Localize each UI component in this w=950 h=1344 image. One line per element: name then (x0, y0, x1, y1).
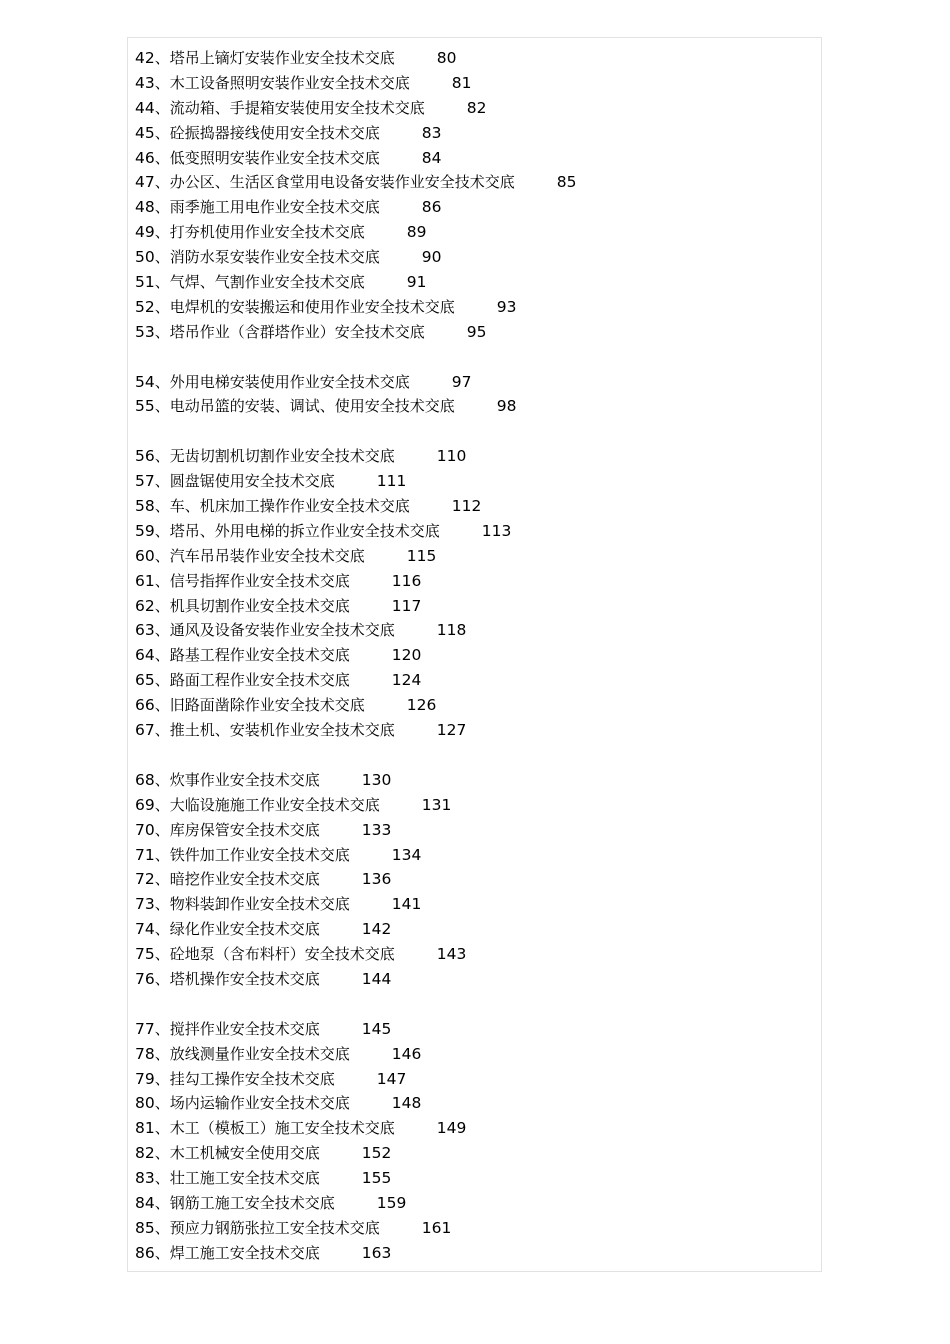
toc-entry[interactable] (135, 1017, 805, 1042)
toc-entry[interactable] (135, 245, 805, 270)
toc-entry-number: 81 (135, 1119, 155, 1138)
toc-entry-number: 48 (135, 198, 155, 217)
toc-entry-number: 85 (135, 1218, 155, 1237)
toc-entry-separator: 、 (154, 521, 170, 540)
toc-entry-title: 挂勾工操作安全技术交底 (169, 1069, 335, 1088)
toc-entry-number: 44 (135, 98, 155, 117)
toc-entry-page-number: 115 (406, 546, 437, 565)
toc-entry-number: 75 (135, 945, 155, 964)
toc-entry-separator: 、 (154, 198, 170, 217)
toc-entry[interactable] (135, 220, 805, 245)
toc-entry[interactable] (135, 594, 805, 619)
toc-entry-title: 低变照明安装作业安全技术交底 (169, 148, 380, 167)
toc-entry-page-number: 95 (466, 322, 487, 341)
toc-entry[interactable] (135, 170, 805, 195)
toc-entry-separator: 、 (154, 1044, 170, 1063)
toc-entry[interactable] (135, 668, 805, 693)
toc-entry-title: 外用电梯安装使用作业安全技术交底 (169, 372, 410, 391)
toc-entry-separator: 、 (154, 248, 170, 267)
toc-entry[interactable] (135, 569, 805, 594)
toc-entry-title: 库房保管安全技术交底 (169, 820, 320, 839)
toc-entry-number: 60 (135, 546, 155, 565)
toc-entry-page-number: 85 (556, 173, 577, 192)
toc-entry[interactable] (135, 1166, 805, 1191)
toc-entry-separator: 、 (154, 696, 170, 715)
toc-entry-page-number: 118 (436, 621, 467, 640)
toc-entry-number: 43 (135, 73, 155, 92)
toc-entry-number: 77 (135, 1019, 155, 1038)
toc-entry[interactable] (135, 618, 805, 643)
toc-entry-title: 物料装卸作业安全技术交底 (169, 895, 350, 914)
toc-entry-title: 塔吊上镝灯安装作业安全技术交底 (169, 49, 395, 67)
toc-entry-title: 砼振捣器接线使用安全技术交底 (169, 123, 380, 142)
toc-entry[interactable] (135, 917, 805, 942)
toc-entry-title: 木工（模板工）施工安全技术交底 (169, 1119, 395, 1138)
toc-entry-page-number: 144 (361, 969, 392, 988)
toc-entry[interactable] (135, 843, 805, 868)
toc-entry-page-number: 143 (436, 945, 467, 964)
table-of-contents (135, 46, 805, 1266)
toc-entry-title: 车、机床加工操作作业安全技术交底 (169, 497, 410, 516)
toc-entry-page-number: 97 (451, 372, 472, 391)
toc-entry-page-number: 131 (421, 795, 452, 814)
toc-entry[interactable] (135, 1067, 805, 1092)
toc-entry-separator: 、 (154, 397, 170, 416)
toc-entry-number: 79 (135, 1069, 155, 1088)
toc-entry-title: 电焊机的安装搬运和使用作业安全技术交底 (169, 297, 455, 316)
toc-entry-separator: 、 (154, 596, 170, 615)
toc-entry-number: 84 (135, 1193, 155, 1212)
toc-entry-page-number: 136 (361, 870, 392, 889)
toc-entry-separator: 、 (154, 969, 170, 988)
toc-entry-number: 76 (135, 969, 155, 988)
toc-entry-separator: 、 (154, 497, 170, 516)
toc-entry-number: 83 (135, 1169, 155, 1188)
toc-entry[interactable] (135, 46, 805, 71)
toc-entry-page-number: 91 (406, 273, 427, 292)
toc-entry[interactable] (135, 270, 805, 295)
toc-entry-title: 无齿切割机切割作业安全技术交底 (169, 447, 395, 466)
toc-entry-number: 50 (135, 248, 155, 267)
toc-entry-page-number: 141 (391, 895, 422, 914)
toc-entry[interactable] (135, 519, 805, 544)
toc-entry-page-number: 155 (361, 1169, 392, 1188)
toc-entry-title: 塔吊作业（含群塔作业）安全技术交底 (169, 322, 425, 341)
toc-entry-number: 74 (135, 920, 155, 939)
toc-entry-page-number: 84 (421, 148, 442, 167)
toc-entry-separator: 、 (154, 1144, 170, 1163)
toc-entry-separator: 、 (154, 621, 170, 640)
toc-entry-separator: 、 (154, 123, 170, 142)
toc-entry-number: 68 (135, 770, 155, 789)
toc-entry-separator: 、 (154, 870, 170, 889)
toc-entry-page-number: 110 (436, 447, 467, 466)
toc-entry-page-number: 161 (421, 1218, 452, 1237)
toc-entry-title: 办公区、生活区食堂用电设备安装作业安全技术交底 (169, 173, 515, 192)
toc-entry-title: 炊事作业安全技术交底 (169, 770, 320, 789)
toc-entry[interactable] (135, 195, 805, 220)
toc-entry-title: 放线测量作业安全技术交底 (169, 1044, 350, 1063)
toc-entry-number: 71 (135, 845, 155, 864)
toc-entry-number: 69 (135, 795, 155, 814)
toc-entry[interactable] (135, 768, 805, 793)
toc-entry-page-number: 116 (391, 571, 422, 590)
toc-entry[interactable] (135, 146, 805, 171)
toc-entry-page-number: 126 (406, 696, 437, 715)
toc-entry[interactable] (135, 967, 805, 992)
toc-entry[interactable] (135, 544, 805, 569)
toc-entry-title: 搅拌作业安全技术交底 (169, 1019, 320, 1038)
toc-entry-separator: 、 (154, 273, 170, 292)
toc-entry-title: 预应力钢筋张拉工安全技术交底 (169, 1218, 380, 1237)
toc-entry-page-number: 124 (391, 671, 422, 690)
toc-entry-page-number: 81 (451, 73, 472, 92)
toc-entry[interactable] (135, 643, 805, 668)
toc-entry-title: 路基工程作业安全技术交底 (169, 646, 350, 665)
toc-entry-separator: 、 (154, 322, 170, 341)
toc-entry-separator: 、 (154, 571, 170, 590)
toc-entry-number: 72 (135, 870, 155, 889)
toc-entry-title: 气焊、气割作业安全技术交底 (169, 273, 365, 292)
toc-entry-number: 62 (135, 596, 155, 615)
toc-entry-title: 推土机、安装机作业安全技术交底 (169, 721, 395, 740)
toc-entry-separator: 、 (154, 73, 170, 92)
toc-entry-title: 旧路面凿除作业安全技术交底 (169, 696, 365, 715)
toc-entry-page-number: 111 (376, 472, 407, 491)
toc-entry-title: 雨季施工用电作业安全技术交底 (169, 198, 380, 217)
toc-entry-number: 61 (135, 571, 155, 590)
toc-entry-page-number: 145 (361, 1019, 392, 1038)
toc-entry-page-number: 117 (391, 596, 422, 615)
toc-entry-page-number: 133 (361, 820, 392, 839)
toc-entry-page-number: 148 (391, 1094, 422, 1113)
toc-entry[interactable] (135, 1191, 805, 1216)
toc-entry-number: 73 (135, 895, 155, 914)
toc-entry-page-number: 130 (361, 770, 392, 789)
toc-entry[interactable] (135, 121, 805, 146)
toc-entry-title: 砼地泵（含布料杆）安全技术交底 (169, 945, 395, 964)
toc-entry-title: 暗挖作业安全技术交底 (169, 870, 320, 889)
toc-entry-page-number: 146 (391, 1044, 422, 1063)
toc-entry-number: 47 (135, 173, 155, 192)
toc-entry-page-number: 93 (496, 297, 517, 316)
toc-entry-page-number: 82 (466, 98, 487, 117)
toc-entry-separator: 、 (154, 1169, 170, 1188)
toc-entry[interactable] (135, 1116, 805, 1141)
toc-entry-page-number: 86 (421, 198, 442, 217)
toc-entry-title: 通风及设备安装作业安全技术交底 (169, 621, 395, 640)
toc-entry-number: 63 (135, 621, 155, 640)
toc-entry-separator: 、 (154, 98, 170, 117)
toc-entry-separator: 、 (154, 1243, 170, 1262)
toc-entry-title: 路面工程作业安全技术交底 (169, 671, 350, 690)
toc-entry[interactable] (135, 793, 805, 818)
toc-entry-separator: 、 (154, 148, 170, 167)
toc-entry-page-number: 98 (496, 397, 517, 416)
toc-entry-number: 82 (135, 1144, 155, 1163)
toc-spacer (135, 743, 805, 768)
toc-entry[interactable] (135, 1216, 805, 1241)
toc-spacer (135, 992, 805, 1017)
toc-entry[interactable] (135, 469, 805, 494)
toc-entry-title: 电动吊篮的安装、调试、使用安全技术交底 (169, 397, 455, 416)
toc-entry-number: 56 (135, 447, 155, 466)
toc-entry-number: 55 (135, 397, 155, 416)
toc-entry-number: 66 (135, 696, 155, 715)
toc-spacer (135, 419, 805, 444)
toc-entry-separator: 、 (154, 845, 170, 864)
toc-entry-page-number: 120 (391, 646, 422, 665)
toc-entry[interactable] (135, 693, 805, 718)
toc-entry[interactable] (135, 494, 805, 519)
toc-entry-number: 54 (135, 372, 155, 391)
toc-entry-separator: 、 (154, 1094, 170, 1113)
toc-entry-number: 46 (135, 148, 155, 167)
toc-entry-separator: 、 (154, 1218, 170, 1237)
toc-entry-number: 57 (135, 472, 155, 491)
toc-entry-number: 70 (135, 820, 155, 839)
toc-entry-page-number: 83 (421, 123, 442, 142)
toc-entry-separator: 、 (154, 721, 170, 740)
toc-entry-title: 场内运输作业安全技术交底 (169, 1094, 350, 1113)
toc-entry-number: 53 (135, 322, 155, 341)
toc-entry-number: 59 (135, 521, 155, 540)
toc-entry[interactable] (135, 394, 805, 419)
toc-entry-title: 塔机操作安全技术交底 (169, 969, 320, 988)
toc-entry-number: 49 (135, 223, 155, 242)
toc-entry[interactable] (135, 370, 805, 395)
toc-entry-title: 流动箱、手提箱安装使用安全技术交底 (169, 98, 425, 117)
toc-entry-page-number: 112 (451, 497, 482, 516)
toc-entry-title: 信号指挥作业安全技术交底 (169, 571, 350, 590)
toc-entry-separator: 、 (154, 297, 170, 316)
toc-entry[interactable] (135, 1241, 805, 1266)
toc-entry[interactable] (135, 718, 805, 743)
toc-entry-page-number: 80 (436, 49, 457, 67)
toc-entry-page-number: 89 (406, 223, 427, 242)
toc-spacer (135, 345, 805, 370)
toc-entry[interactable] (135, 96, 805, 121)
toc-entry-separator: 、 (154, 372, 170, 391)
toc-entry-page-number: 134 (391, 845, 422, 864)
toc-entry-title: 塔吊、外用电梯的拆立作业安全技术交底 (169, 521, 440, 540)
toc-entry-number: 58 (135, 497, 155, 516)
toc-entry-separator: 、 (154, 223, 170, 242)
toc-entry-number: 52 (135, 297, 155, 316)
toc-entry-title: 铁件加工作业安全技术交底 (169, 845, 350, 864)
toc-entry[interactable] (135, 892, 805, 917)
toc-entry-page-number: 113 (481, 521, 512, 540)
toc-entry-title: 打夯机使用作业安全技术交底 (169, 223, 365, 242)
toc-entry-separator: 、 (154, 671, 170, 690)
toc-entry-title: 木工设备照明安装作业安全技术交底 (169, 73, 410, 92)
toc-entry[interactable] (135, 1042, 805, 1067)
toc-entry-separator: 、 (154, 546, 170, 565)
toc-entry-number: 67 (135, 721, 155, 740)
toc-entry-title: 钢筋工施工安全技术交底 (169, 1193, 335, 1212)
toc-entry-separator: 、 (154, 1019, 170, 1038)
toc-entry-number: 42 (135, 49, 155, 67)
toc-entry-number: 65 (135, 671, 155, 690)
toc-entry-separator: 、 (154, 770, 170, 789)
toc-entry[interactable] (135, 1141, 805, 1166)
toc-entry-number: 45 (135, 123, 155, 142)
toc-entry-separator: 、 (154, 945, 170, 964)
toc-entry-title: 消防水泵安装作业安全技术交底 (169, 248, 380, 267)
toc-entry-number: 51 (135, 273, 155, 292)
toc-entry-separator: 、 (154, 173, 170, 192)
toc-entry[interactable] (135, 71, 805, 96)
toc-entry-title: 圆盘锯使用安全技术交底 (169, 472, 335, 491)
toc-entry-page-number: 159 (376, 1193, 407, 1212)
toc-entry-page-number: 127 (436, 721, 467, 740)
toc-entry-number: 86 (135, 1243, 155, 1262)
toc-entry[interactable] (135, 444, 805, 469)
toc-entry-separator: 、 (154, 447, 170, 466)
toc-entry-page-number: 90 (421, 248, 442, 267)
toc-entry-number: 80 (135, 1094, 155, 1113)
toc-entry-page-number: 142 (361, 920, 392, 939)
toc-entry-separator: 、 (154, 1069, 170, 1088)
toc-entry-title: 绿化作业安全技术交底 (169, 920, 320, 939)
toc-entry-separator: 、 (154, 49, 170, 67)
toc-entry-separator: 、 (154, 895, 170, 914)
toc-entry[interactable] (135, 320, 805, 345)
toc-entry-page-number: 163 (361, 1243, 392, 1262)
toc-entry-separator: 、 (154, 795, 170, 814)
toc-entry-title: 汽车吊吊装作业安全技术交底 (169, 546, 365, 565)
toc-entry-separator: 、 (154, 920, 170, 939)
toc-entry[interactable] (135, 1091, 805, 1116)
toc-entry-page-number: 149 (436, 1119, 467, 1138)
toc-entry[interactable] (135, 818, 805, 843)
toc-entry-separator: 、 (154, 1193, 170, 1212)
toc-entry-separator: 、 (154, 646, 170, 665)
toc-entry[interactable] (135, 867, 805, 892)
toc-entry-title: 焊工施工安全技术交底 (169, 1243, 320, 1262)
toc-entry-title: 壮工施工安全技术交底 (169, 1169, 320, 1188)
toc-entry[interactable] (135, 942, 805, 967)
toc-entry-separator: 、 (154, 1119, 170, 1138)
toc-entry-title: 机具切割作业安全技术交底 (169, 596, 350, 615)
toc-entry-separator: 、 (154, 472, 170, 491)
toc-entry-title: 大临设施施工作业安全技术交底 (169, 795, 380, 814)
toc-entry-page-number: 152 (361, 1144, 392, 1163)
toc-entry-page-number: 147 (376, 1069, 407, 1088)
toc-entry-separator: 、 (154, 820, 170, 839)
toc-entry[interactable] (135, 295, 805, 320)
toc-entry-title: 木工机械安全使用交底 (169, 1144, 320, 1163)
toc-entry-number: 78 (135, 1044, 155, 1063)
toc-entry-number: 64 (135, 646, 155, 665)
